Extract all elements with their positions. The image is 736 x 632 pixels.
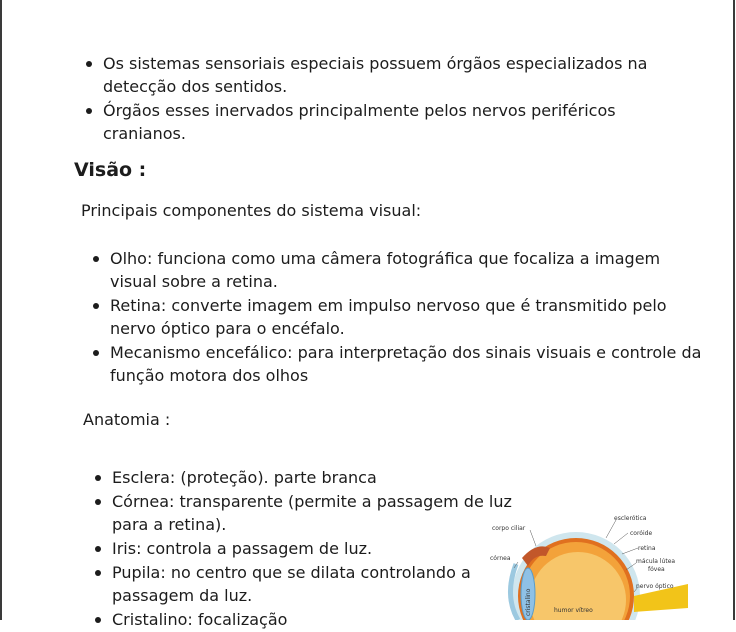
list-item: Órgãos esses inervados principalmente pelos nervos periféricos cranianos. (103, 99, 663, 145)
list-item: Esclera: (proteção). parte branca (112, 466, 512, 489)
list-item: Cristalino: focalização (112, 608, 512, 631)
page-border-right (733, 0, 735, 620)
label-cornea: córnea (490, 555, 511, 562)
section-heading-vision: Visão : (74, 159, 147, 181)
list-item: Córnea: transparente (permite a passagem de luz para a retina). (112, 492, 512, 534)
list-item: Iris: controla a passagem de luz. (112, 537, 512, 560)
components-list (110, 247, 710, 388)
anatomy-list (112, 466, 512, 632)
components-intro-text: Principais componentes do sistema visual: (81, 201, 422, 220)
list-item: Os sistemas sensoriais especiais possuem órgãos especializados na detecção dos sentidos. (103, 52, 663, 98)
section-heading-anatomy: Anatomia : (83, 410, 171, 429)
eye-anatomy-diagram (488, 508, 688, 620)
intro-list (103, 52, 663, 146)
list-item: Retina: converte imagem em impulso nervoso que é transmitido pelo nervo óptico para o encéfalo. (110, 294, 710, 340)
list-item: Mecanismo encefálico: para interpretação dos sinais visuais e controle da função motora dos olhos (110, 341, 710, 387)
list-item: Olho: funciona como uma câmera fotográfica que focaliza a imagem visual sobre a retina. (110, 247, 710, 293)
label-macula: mácula lútea (636, 558, 676, 565)
label-fovea: fóvea (648, 566, 665, 573)
label-esclerotica: esclerótica (614, 515, 647, 522)
label-retina: retina (638, 545, 656, 552)
label-nervo-optico: nervo óptico (636, 583, 674, 590)
label-humor-vitreo: humor vítreo (554, 607, 593, 614)
label-corpo-ciliar: corpo ciliar (492, 525, 526, 532)
label-cristalino: cristalino (525, 588, 532, 616)
label-coroide: coróide (630, 530, 653, 537)
list-item: Pupila: no centro que se dilata controlando a passagem da luz. (112, 561, 512, 607)
page-border-left (0, 0, 2, 620)
